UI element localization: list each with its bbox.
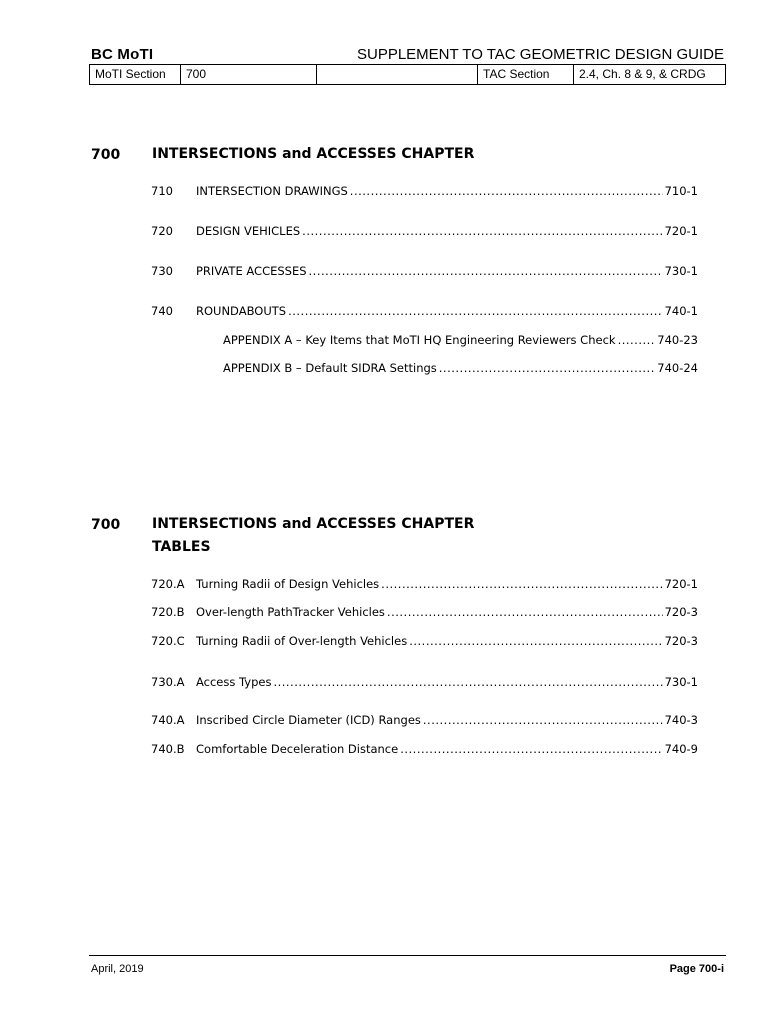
toc-entry-number: 730 <box>151 264 173 278</box>
dot-leader <box>400 742 662 756</box>
toc-table-entry[interactable] <box>151 605 698 619</box>
toc-entry[interactable] <box>151 304 698 318</box>
toc-appendix-entry[interactable] <box>223 361 698 375</box>
toc-entry-page: 720-1 <box>664 224 698 238</box>
tac-section-value: 2.4, Ch. 8 & 9, & CRDG <box>574 65 726 85</box>
dot-leader <box>302 224 662 238</box>
document-title: SUPPLEMENT TO TAC GEOMETRIC DESIGN GUIDE <box>356 46 724 63</box>
dot-leader <box>273 675 662 689</box>
dot-leader <box>350 184 663 198</box>
toc-entry-page: 740-23 <box>657 333 698 347</box>
toc-entry-title: Turning Radii of Over-length Vehicles <box>196 634 408 648</box>
section-reference-table <box>89 64 726 85</box>
dot-leader <box>423 713 663 727</box>
dot-leader <box>409 634 662 648</box>
toc-entry-title: Inscribed Circle Diameter (ICD) Ranges <box>196 713 421 727</box>
moti-section-label: MoTI Section <box>90 65 181 85</box>
toc-entry-title: Access Types <box>196 675 272 689</box>
chapter-title: INTERSECTIONS and ACCESSES CHAPTER <box>152 146 475 162</box>
toc-entry-number: 730.A <box>151 675 185 689</box>
toc-entry[interactable] <box>151 264 698 278</box>
toc-entry[interactable] <box>151 224 698 238</box>
toc-entry-number: 720.C <box>151 634 185 648</box>
footer-divider <box>89 955 726 956</box>
toc-table-entry[interactable] <box>151 742 698 756</box>
dot-leader <box>618 333 656 347</box>
dot-leader <box>309 264 663 278</box>
tables-title-line1: INTERSECTIONS and ACCESSES CHAPTER <box>152 516 475 532</box>
toc-entry-page: 710-1 <box>664 184 698 198</box>
toc-entry-page: 720-3 <box>664 605 698 619</box>
toc-entry-number: 740.B <box>151 742 185 756</box>
toc-entry-page: 740-9 <box>664 742 698 756</box>
toc-table-entry[interactable] <box>151 577 698 591</box>
toc-entry-title: Comfortable Deceleration Distance <box>196 742 399 756</box>
toc-entry-page: 740-3 <box>664 713 698 727</box>
organization-name: BC MoTI <box>91 46 154 63</box>
toc-entry-page: 730-1 <box>664 264 698 278</box>
dot-leader <box>288 304 663 318</box>
dot-leader <box>381 577 662 591</box>
toc-table-entry[interactable] <box>151 634 698 648</box>
toc-entry-page: 730-1 <box>664 675 698 689</box>
toc-entry-title: Over-length PathTracker Vehicles <box>196 605 385 619</box>
toc-entry-number: 710 <box>151 184 173 198</box>
toc-entry-title: PRIVATE ACCESSES <box>196 264 307 278</box>
dot-leader <box>387 605 663 619</box>
toc-entry-page: 720-1 <box>664 577 698 591</box>
toc-entry-number: 720.A <box>151 577 185 591</box>
toc-entry-title: ROUNDABOUTS <box>196 304 287 318</box>
moti-section-value: 700 <box>181 65 317 85</box>
toc-entry-page: 740-1 <box>664 304 698 318</box>
toc-entry-title: APPENDIX A – Key Items that MoTI HQ Engineering Reviewers Check <box>223 333 616 347</box>
toc-entry-number: 720 <box>151 224 173 238</box>
toc-table-entry[interactable] <box>151 713 698 727</box>
toc-table-entry[interactable] <box>151 675 698 689</box>
dot-leader <box>439 361 655 375</box>
toc-entry[interactable] <box>151 184 698 198</box>
footer-date: April, 2019 <box>91 963 144 975</box>
chapter-number: 700 <box>91 147 121 163</box>
toc-entry-title: Turning Radii of Design Vehicles <box>196 577 380 591</box>
tac-section-label: TAC Section <box>478 65 574 85</box>
toc-entry-number: 720.B <box>151 605 185 619</box>
toc-appendix-entry[interactable] <box>223 333 698 347</box>
toc-entry-title: APPENDIX B – Default SIDRA Settings <box>223 361 437 375</box>
toc-entry-number: 740.A <box>151 713 185 727</box>
toc-entry-page: 740-24 <box>657 361 698 375</box>
toc-entry-title: DESIGN VEHICLES <box>196 224 301 238</box>
toc-entry-title: INTERSECTION DRAWINGS <box>196 184 348 198</box>
tables-section-number: 700 <box>91 517 121 533</box>
empty-cell <box>317 65 478 85</box>
toc-entry-number: 740 <box>151 304 173 318</box>
tables-title-line2: TABLES <box>152 539 211 555</box>
toc-entry-page: 720-3 <box>664 634 698 648</box>
footer-page-number: Page 700-i <box>669 963 724 975</box>
